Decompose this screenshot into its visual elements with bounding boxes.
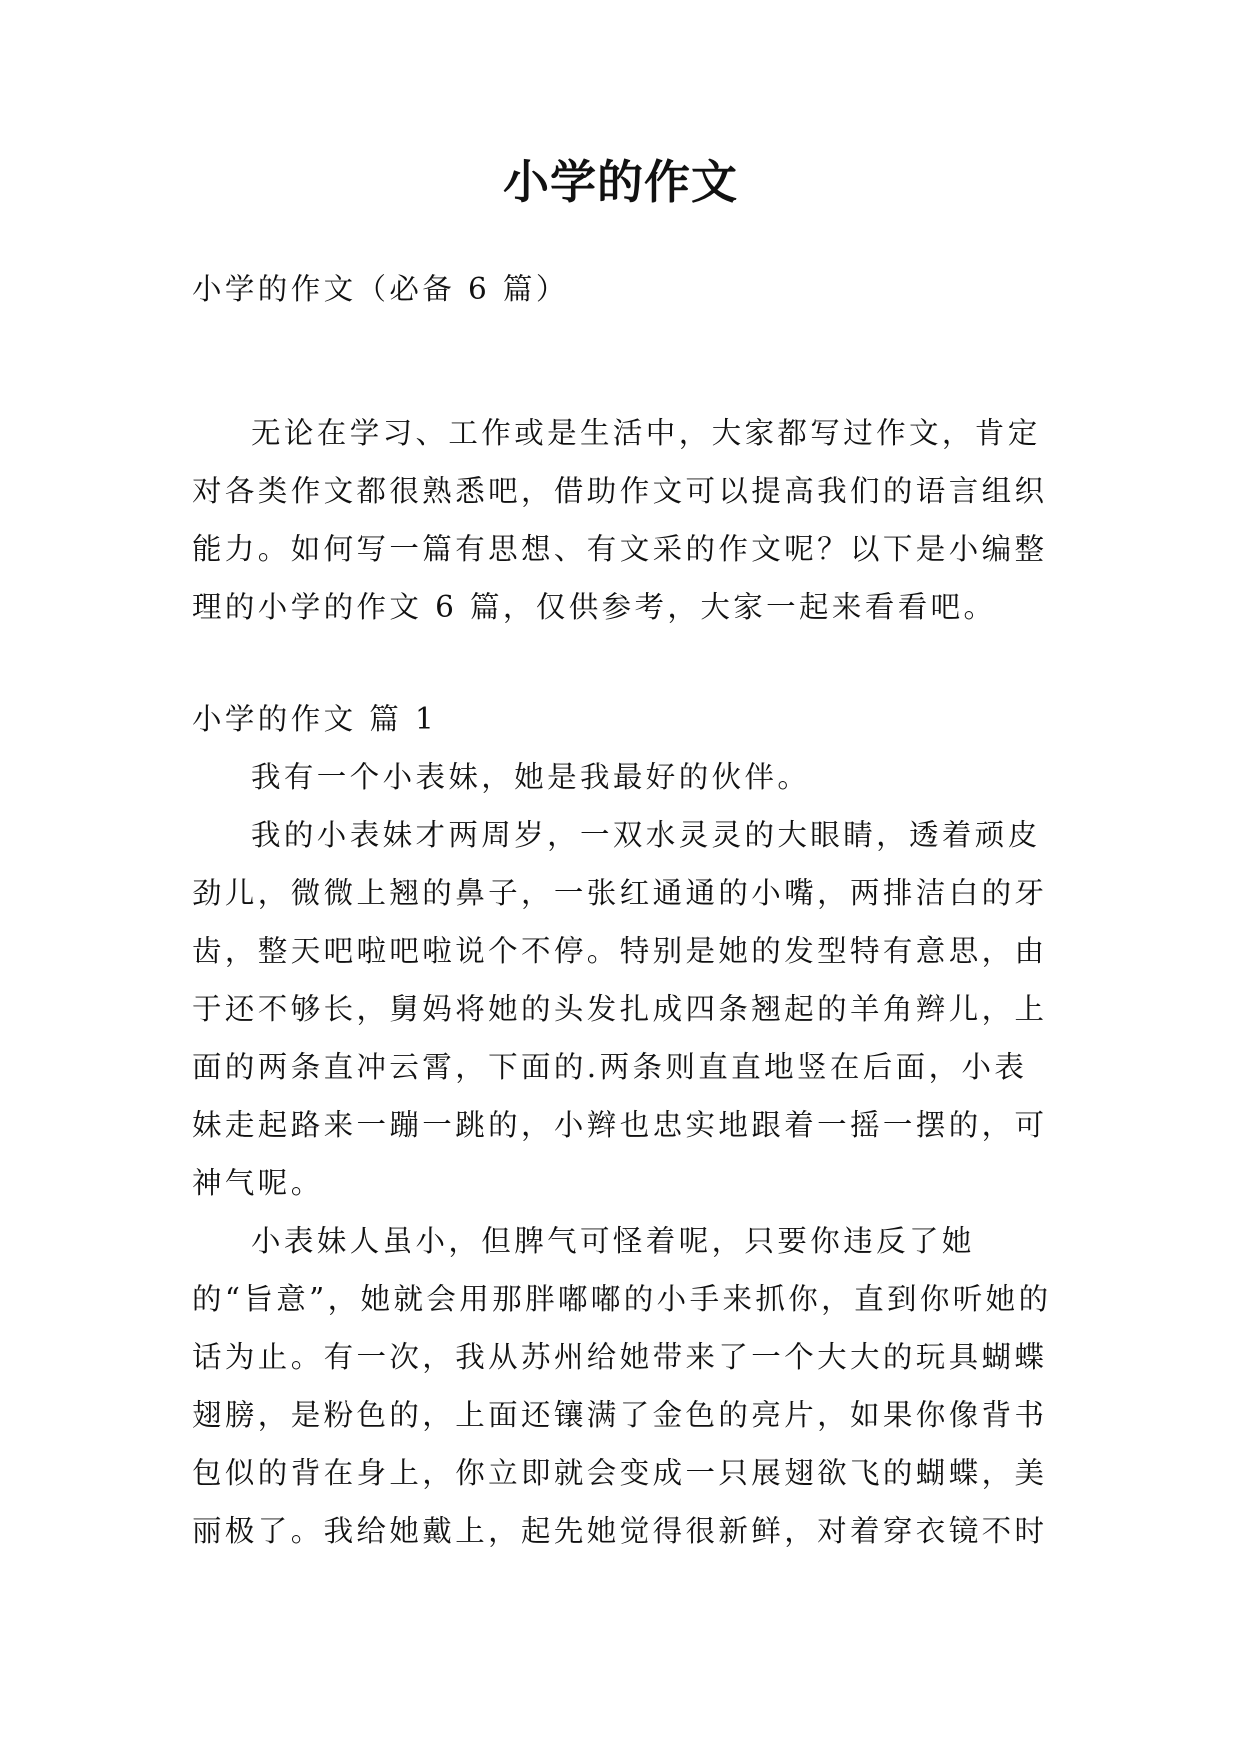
intro-paragraph: [192, 404, 1054, 636]
section-heading: 小学的作文 篇 1: [192, 702, 438, 736]
essay-paragraph: 我有一个小表妹，她是我最好的伙伴。: [251, 760, 811, 794]
essay-paragraph: 小表妹人虽小，但脾气可怪着呢，只要你违反了她的“旨意”，她就会用那胖嘟嘟的小手来抓你，直到你听她的话为止。有一次，我从苏州给她带来了一个大大的玩具蝴蝶翅膀，是粉色的，上面还镶满了金色的亮片，如果你像背书包似的背在身上，你立即就会变成一只展翅欲飞的蝴蝶，美丽极了。我给她戴上，起先她觉得很新鲜，对着穿衣镜不时: [192, 1224, 1052, 1548]
document-title: 小学的作文: [503, 155, 738, 209]
document-subtitle: 小学的作文（必备 6 篇）: [192, 272, 569, 306]
essay-paragraph: 我的小表妹才两周岁，一双水灵灵的大眼睛，透着顽皮劲儿，微微上翘的鼻子，一张红通通的小嘴，两排洁白的牙齿，整天吧啦吧啦说个不停。特别是她的发型特有意思，由于还不够长，舅妈将她的头发扎成四条翘起的羊角辫儿，上面的两条直冲云霄，下面的.两条则直直地竖在后面，小表妹走起路来一蹦一跳的，小辫也忠实地跟着一摇一摆的，可神气呢。: [192, 818, 1048, 1200]
intro-text: 无论在学习、工作或是生活中，大家都写过作文，肯定对各类作文都很熟悉吧，借助作文可以提高我们的语言组织能力。如何写一篇有思想、有文采的作文呢？以下是小编整理的小学的作文 6 篇，仅供参考，大家一起来看看吧。: [192, 416, 1048, 624]
essay-section: [192, 690, 1054, 1560]
